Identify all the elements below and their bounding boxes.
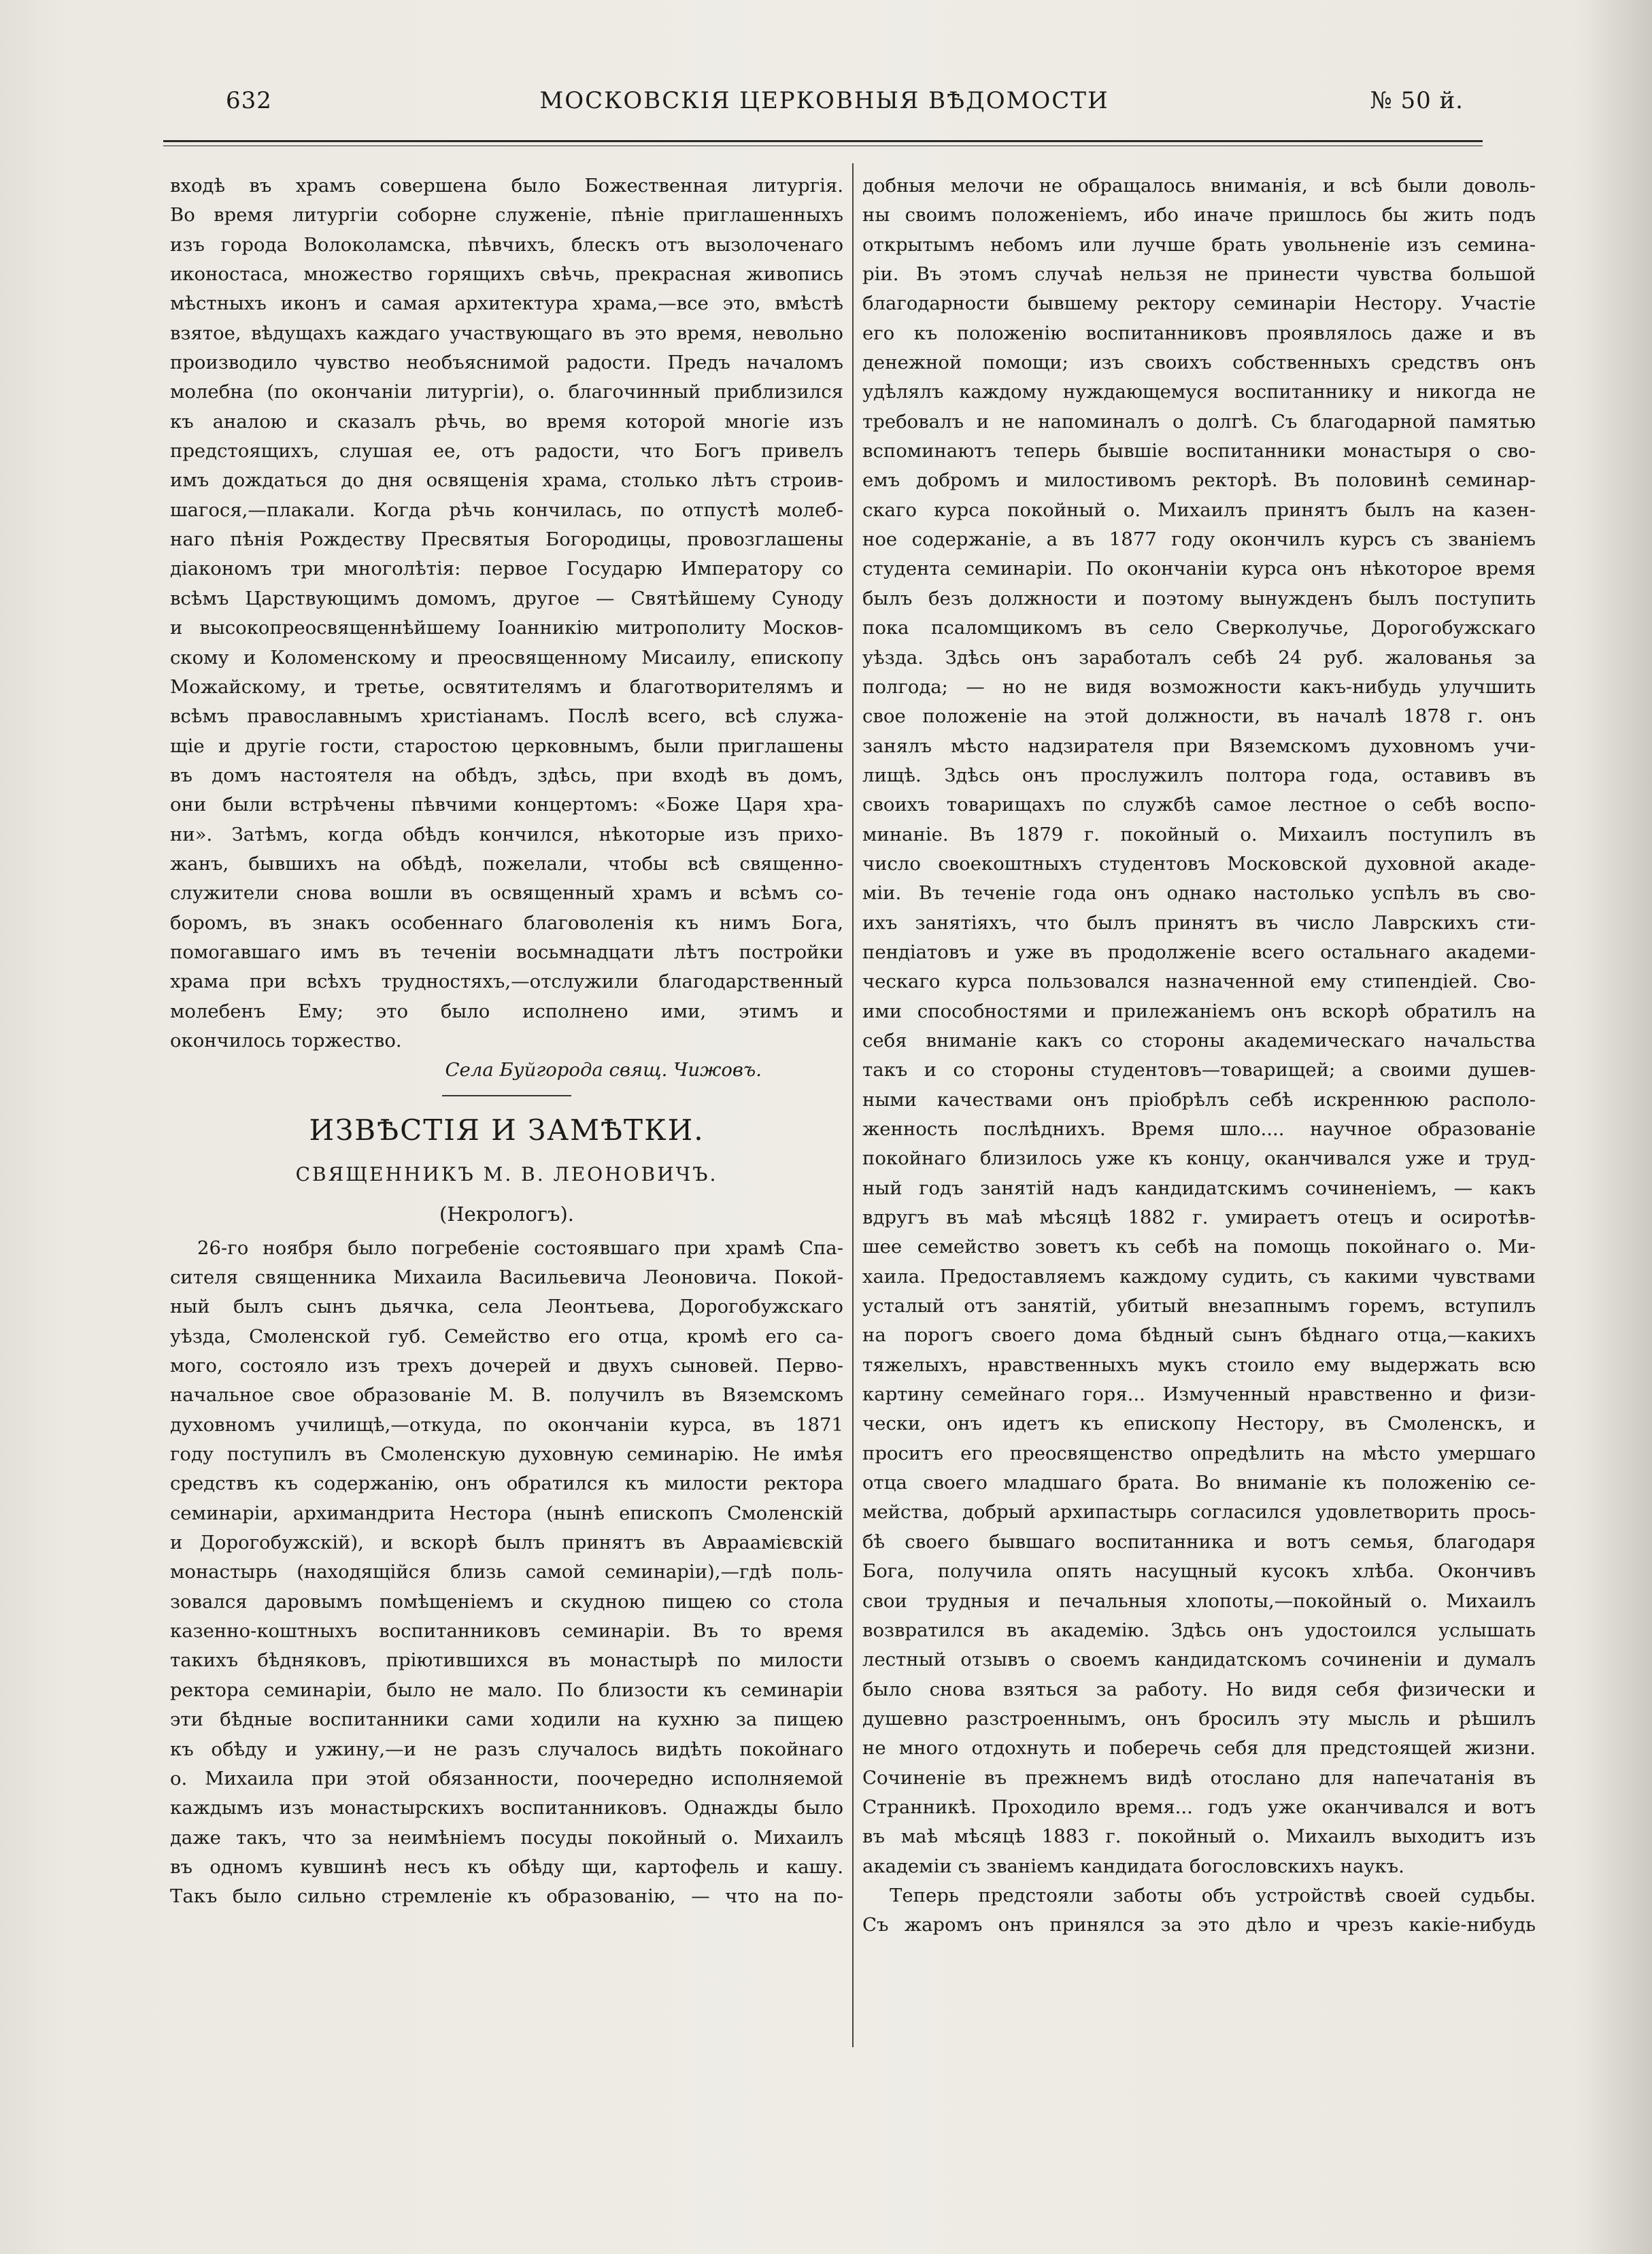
- text-line: полгода; — но не видя возможности какъ-нибудь улучшить: [862, 675, 1536, 698]
- text-line: въ одномъ кувшинѣ несъ къ обѣду щи, картофель и кашу.: [170, 1855, 843, 1878]
- section-separator: [170, 1086, 843, 1106]
- text-line: картину семейнаго горя... Измученный нравственно и физи-: [862, 1383, 1536, 1406]
- text-line: молебенъ Ему; это было исполнено ими, этимъ и: [170, 1000, 843, 1022]
- text-line: молебна (по окончаніи литургіи), о. благочинный приблизился: [170, 381, 843, 403]
- text-line: зовался даровымъ помѣщеніемъ и скудною пищею со стола: [170, 1590, 843, 1613]
- text-line: Странникѣ. Проходило время... годъ уже оканчивался и вотъ: [862, 1796, 1536, 1818]
- text-line: тяжелыхъ, нравственныхъ мукъ стоило ему выдержать всю: [862, 1353, 1536, 1376]
- text-line: свои трудныя и печальныя хлопоты,—покойный о. Михаилъ: [862, 1589, 1536, 1612]
- text-line: мого, состояло изъ трехъ дочерей и двухъ сыновей. Перво-: [170, 1355, 843, 1377]
- obituary-text: [170, 1234, 843, 1912]
- text-line: былъ безъ должности и поэтому вынужденъ былъ поступить: [862, 587, 1536, 609]
- text-line: денежной помощи; изъ своихъ собственныхъ средствъ онъ: [862, 352, 1536, 374]
- text-line: ный былъ сынъ дьячка, села Леонтьева, Дорогобужскаго: [170, 1296, 843, 1318]
- text-line: въ домъ настоятеля на обѣдъ, здѣсь, при входѣ въ домъ,: [170, 764, 843, 786]
- text-line: такъ и со стороны студентовъ—товарищей; а своими душев-: [862, 1059, 1536, 1081]
- text-line: добныя мелочи не обращалось вниманія, и всѣ были доволь-: [862, 175, 1536, 197]
- text-line: такихъ бѣдняковъ, пріютившихся въ монастырѣ по милости: [170, 1649, 843, 1672]
- text-line: пендіатовъ и уже въ продолженіе всего остальнаго академи-: [862, 941, 1536, 963]
- text-line: каждымъ изъ монастырскихъ воспитанниковъ. Однажды было: [170, 1797, 843, 1819]
- text-line: Такъ было сильно стремленіе къ образованію, — что на по-: [170, 1885, 843, 1908]
- header-rule: [163, 140, 1483, 142]
- text-line: даже такъ, что за неимѣніемъ посуды покойный о. Михаилъ: [170, 1826, 843, 1849]
- right-column: [862, 171, 1536, 1940]
- text-line: возвратился въ академію. Здѣсь онъ удостоился услышать: [862, 1619, 1536, 1641]
- text-line: щіе и другіе гости, старостою церковнымъ, были приглашены: [170, 735, 843, 757]
- text-line: лищѣ. Здѣсь онъ прослужилъ полтора года, оставивъ въ: [862, 764, 1536, 786]
- text-line: ное содержаніе, а въ 1877 году окончилъ курсъ съ званіемъ: [862, 528, 1536, 551]
- text-line: бѣ своего бывшаго воспитанника и вотъ семья, благодаря: [862, 1530, 1536, 1553]
- issue-number: № 50 й.: [1370, 87, 1464, 114]
- text-line: свое положеніе на этой должности, въ началѣ 1878 г. онъ: [862, 705, 1536, 728]
- text-line: казенно-коштныхъ воспитанниковъ семинаріи. Въ то время: [170, 1620, 843, 1643]
- text-line: наго пѣнія Рождеству Пресвятыя Богородицы, провозглашены: [170, 528, 843, 551]
- text-line: лестный отзывъ о своемъ кандидатскомъ сочиненіи и думалъ: [862, 1649, 1536, 1671]
- text-line: помогавшаго имъ въ теченіи восьмнадцати лѣтъ постройки: [170, 941, 843, 963]
- text-line: вспоминаютъ теперь бывшіе воспитанники монастыря о сво-: [862, 440, 1536, 462]
- article-note: (Некрологъ).: [439, 1202, 574, 1226]
- text-line: взятое, вѣдущахъ каждаго участвующаго въ это время, невольно: [170, 322, 843, 344]
- text-line: чески, онъ идетъ къ епископу Нестору, въ Смоленскъ, и: [862, 1413, 1536, 1435]
- text-line: удѣлялъ каждому нуждающемуся воспитаннику и никогда не: [862, 381, 1536, 403]
- text-line: требовалъ и не напоминалъ о долгѣ. Съ благодарной памятью: [862, 410, 1536, 433]
- text-line: сителя священника Михаила Васильевича Леоновича. Покой-: [170, 1266, 843, 1288]
- text-line: было снова взяться за работу. Но видя себя физически и: [862, 1678, 1536, 1700]
- text-line: благодарности бывшему ректору семинаріи Нестору. Участіе: [862, 292, 1536, 315]
- text-line: пока псаломщикомъ въ село Сверколучье, Дорогобужскаго: [862, 617, 1536, 639]
- article-subtitle: СВЯЩЕННИКЪ М. В. ЛЕОНОВИЧЪ.: [295, 1162, 718, 1185]
- text-line: ными качествами онъ пріобрѣлъ себѣ искреннюю располо-: [862, 1088, 1536, 1111]
- text-line: скому и Коломенскому и преосвященному Мисаилу, епископу: [170, 646, 843, 669]
- journal-title: МОСКОВСКІЯ ЦЕРКОВНЫЯ ВѢДОМОСТИ: [539, 87, 1109, 114]
- text-line: служители снова вошли въ освященный храмъ и всѣмъ со-: [170, 882, 843, 905]
- text-line: ріи. Въ этомъ случаѣ нельзя не принести чувства большой: [862, 263, 1536, 286]
- text-line: своихъ товарищахъ по службѣ самое лестное о себѣ воспо-: [862, 794, 1536, 816]
- text-line: вдругъ въ маѣ мѣсяцѣ 1882 г. умираетъ отецъ и осиротѣв-: [862, 1207, 1536, 1229]
- left-column: [170, 171, 843, 1912]
- text-line: открытымъ небомъ или лучше брать увольненіе изъ семина-: [862, 233, 1536, 256]
- text-line: себя вниманіе какъ со стороны академическаго начальства: [862, 1029, 1536, 1052]
- text-line: ими способностями и прилежаніемъ онъ вскорѣ обратилъ на: [862, 1000, 1536, 1022]
- text-line: жанъ, бывшихъ на обѣдѣ, пожелали, чтобы всѣ священно-: [170, 852, 843, 875]
- text-line: иконостаса, множество горящихъ свѣчь, прекрасная живопись: [170, 263, 843, 286]
- intro-text: [170, 171, 843, 1056]
- text-line: Теперь предстояли заботы объ устройствѣ своей судьбы.: [890, 1884, 1536, 1906]
- text-line: боромъ, въ знакъ особеннаго благоволенія къ нимъ Бога,: [170, 911, 843, 934]
- text-line: и высокопреосвященнѣйшему Іоанникію митрополиту Москов-: [170, 617, 843, 639]
- text-line: уѣзда, Смоленской губ. Семейство его отца, кромѣ его са-: [170, 1325, 843, 1347]
- text-line: окончилось торжество.: [170, 1029, 402, 1052]
- text-line: году поступилъ въ Смоленскую духовную семинарію. Не имѣя: [170, 1443, 843, 1466]
- text-line: шее семейство зоветъ къ себѣ на помощь покойнаго о. Ми-: [862, 1236, 1536, 1258]
- text-line: о. Михаила при этой обязанности, поочередно исполняемой: [170, 1767, 843, 1789]
- text-line: уѣзда. Здѣсь онъ заработалъ себѣ 24 руб. жалованья за: [862, 646, 1536, 669]
- text-line: занялъ мѣсто надзирателя при Вяземскомъ духовномъ учи-: [862, 735, 1536, 757]
- section-title: ИЗВѢСТІЯ И ЗАМѢТКИ.: [309, 1113, 705, 1147]
- text-line: Во время литургіи соборне служеніе, пѣніе приглашенныхъ: [170, 204, 843, 226]
- text-line: усталый отъ занятій, убитый внезапнымъ горемъ, вступилъ: [862, 1295, 1536, 1317]
- text-line: хаила. Предоставляемъ каждому судить, съ какими чувствами: [862, 1265, 1536, 1288]
- text-line: Сочиненіе въ прежнемъ видѣ отослано для напечатанія въ: [862, 1766, 1536, 1789]
- text-line: отца своего младшаго брата. Во вниманіе къ положенію се-: [862, 1472, 1536, 1494]
- text-line: женность послѣднихъ. Время шло.... научное образованіе: [862, 1118, 1536, 1140]
- text-line: ны своимъ положеніемъ, ибо иначе пришлось бы жить подъ: [862, 204, 1536, 226]
- text-line: емъ добромъ и милостивомъ ректорѣ. Въ половинѣ семинар-: [862, 469, 1536, 492]
- text-line: духовномъ училищѣ,—откуда, по окончаніи курса, въ 1871: [170, 1413, 843, 1436]
- text-line: къ аналою и сказалъ рѣчь, во время которой многіе изъ: [170, 410, 843, 433]
- text-line: число своекоштныхъ студентовъ Московской духовной акаде-: [862, 852, 1536, 875]
- signature: Села Буйгорода свящ. Чижовъ.: [445, 1059, 762, 1081]
- text-line: ческаго курса пользовался назначенной ему стипендіей. Сво-: [862, 971, 1536, 993]
- text-line: монастырь (находящійся близь самой семинаріи),—гдѣ поль-: [170, 1561, 843, 1583]
- text-line: покойнаго близилось уже къ концу, оканчивался уже и труд-: [862, 1147, 1536, 1170]
- text-line: производило чувство необъяснимой радости. Предъ началомъ: [170, 352, 843, 374]
- text-line: изъ города Волоколамска, пѣвчихъ, блескъ отъ вызолоченаго: [170, 233, 843, 256]
- text-line: 26-го ноября было погребеніе состоявшаго при храмѣ Спа-: [197, 1237, 843, 1259]
- text-line: мѣстныхъ иконъ и самая архитектура храма,—все это, вмѣстѣ: [170, 292, 843, 315]
- text-line: Съ жаромъ онъ принялся за это дѣло и чрезъ какіе-нибудь: [862, 1914, 1536, 1936]
- text-line: къ обѣду и ужину,—и не разъ случалось видѣть покойнаго: [170, 1738, 843, 1760]
- text-line: студента семинаріи. По окончаніи курса онъ нѣкоторое время: [862, 558, 1536, 580]
- text-line: его къ положенію воспитанниковъ проявлялось даже и въ: [862, 322, 1536, 344]
- text-line: проситъ его преосвященство опредѣлить на мѣсто умершаго: [862, 1442, 1536, 1464]
- text-line: душевно разстроеннымъ, онъ бросилъ эту мысль и рѣшилъ: [862, 1707, 1536, 1730]
- text-line: ихъ занятіяхъ, что былъ принятъ въ число Лаврскихъ сти-: [862, 911, 1536, 934]
- text-line: и Дорогобужскій), и вскорѣ былъ принятъ въ Авраамієвскій: [170, 1532, 843, 1554]
- page-header: [158, 87, 1491, 125]
- text-line: ректора семинаріи, было не мало. По близости къ семинаріи: [170, 1679, 843, 1701]
- right-column-text: [862, 171, 1536, 1940]
- text-line: міи. Въ теченіе года онъ однако настолько успѣлъ въ сво-: [862, 882, 1536, 905]
- text-line: эти бѣдные воспитанники сами ходили на кухню за пищею: [170, 1709, 843, 1731]
- text-line: на порогъ своего дома бѣдный сынъ бѣднаго отца,—какихъ: [862, 1324, 1536, 1347]
- text-line: ный годъ занятій надъ кандидатскимъ сочиненіемъ, — какъ: [862, 1177, 1536, 1199]
- text-line: всѣмъ Царствующимъ домомъ, другое — Святѣйшему Суноду: [170, 587, 843, 609]
- text-line: въ маѣ мѣсяцѣ 1883 г. покойный о. Михаилъ выходитъ изъ: [862, 1826, 1536, 1848]
- text-line: входѣ въ храмъ совершена было Божественная литургія.: [170, 175, 843, 197]
- text-line: шагося,—плакали. Когда рѣчь кончилась, по отпустѣ молеб-: [170, 499, 843, 521]
- text-line: ни». Затѣмъ, когда обѣдъ кончился, нѣкоторые изъ прихо-: [170, 823, 843, 845]
- text-line: мейства, добрый архипастырь согласился удовлетворить прось-: [862, 1501, 1536, 1524]
- text-line: Можайскому, и третье, освятителямъ и благотворителямъ и: [170, 675, 843, 698]
- text-line: храма при всѣхъ трудностяхъ,—отслужили благодарственный: [170, 971, 843, 993]
- page-edge-shadow: [1570, 0, 1652, 2254]
- text-line: минаніе. Въ 1879 г. покойный о. Михаилъ поступилъ въ: [862, 823, 1536, 845]
- text-line: предстоящихъ, слушая ее, отъ радости, что Богъ привелъ: [170, 440, 843, 462]
- text-line: они были встрѣчены пѣвчими концертомъ: «Боже Царя хра-: [170, 794, 843, 816]
- text-line: имъ дождаться до дня освященія храма, столько лѣтъ строив-: [170, 469, 843, 492]
- text-line: академіи съ званіемъ кандидата богословскихъ наукъ.: [862, 1855, 1404, 1877]
- text-line: Бога, получила опять насущный кусокъ хлѣба. Окончивъ: [862, 1560, 1536, 1583]
- page-number: 632: [226, 87, 272, 114]
- text-line: не много отдохнуть и поберечь себя для предстоящей жизни.: [862, 1737, 1536, 1760]
- text-line: діакономъ три многолѣтія: первое Государю Императору со: [170, 558, 843, 580]
- column-divider: [852, 163, 854, 2047]
- text-line: всѣмъ православнымъ христіанамъ. Послѣ всего, всѣ служа-: [170, 705, 843, 728]
- text-line: семинаріи, архимандрита Нестора (нынѣ епископъ Смоленскій: [170, 1502, 843, 1524]
- text-line: средствъ къ содержанію, онъ обратился къ милости ректора: [170, 1473, 843, 1495]
- text-line: скаго курса покойный о. Михаилъ принятъ былъ на казен-: [862, 499, 1536, 521]
- text-line: начальное свое образованіе М. В. получилъ въ Вяземскомъ: [170, 1384, 843, 1407]
